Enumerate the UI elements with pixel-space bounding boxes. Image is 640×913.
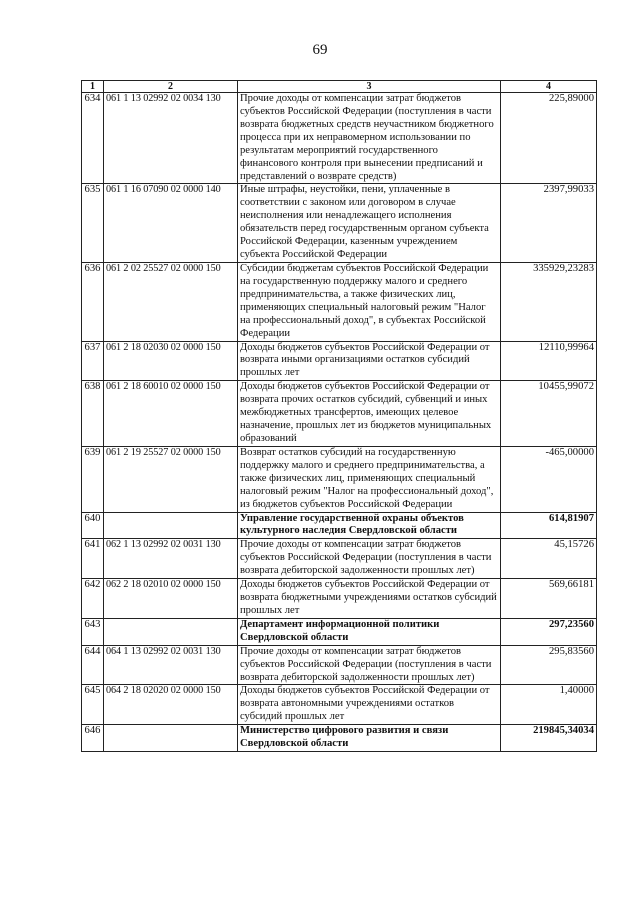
row-amount: 10455,99072: [501, 381, 597, 447]
row-amount: 1,40000: [501, 685, 597, 725]
table-row: [82, 539, 597, 579]
column-header-2: 2: [104, 81, 238, 93]
row-description: Доходы бюджетов субъектов Российской Федерации от возврата автономными учреждениями остатков субсидий прошлых лет: [238, 685, 501, 725]
row-number: 643: [82, 618, 104, 645]
table-row: [82, 381, 597, 447]
row-amount: 45,15726: [501, 539, 597, 579]
row-description: Департамент информационной политики Свердловской области: [238, 618, 501, 645]
row-number: 641: [82, 539, 104, 579]
row-number: 635: [82, 184, 104, 263]
row-amount: 225,89000: [501, 93, 597, 184]
row-number: 636: [82, 262, 104, 341]
row-number: 646: [82, 725, 104, 752]
row-description: Иные штрафы, неустойки, пени, уплаченные в соответствии с законом или договором в случае неисполнения или ненадлежащего исполнения обязательств перед государственным органом субъекта Российской Федерации, казенным учреждением субъекта Российской Федерации: [238, 184, 501, 263]
row-amount: 297,23560: [501, 618, 597, 645]
row-number: 639: [82, 446, 104, 512]
table-body: [82, 93, 597, 752]
row-amount: 12110,99964: [501, 341, 597, 381]
budget-code: 061 2 02 25527 02 0000 150: [104, 262, 238, 341]
row-amount: 335929,23283: [501, 262, 597, 341]
row-amount: 295,83560: [501, 645, 597, 685]
budget-code: [104, 512, 238, 539]
row-description: Доходы бюджетов субъектов Российской Федерации от возврата иными организациями остатков субсидий прошлых лет: [238, 341, 501, 381]
row-description: Управление государственной охраны объектов культурного наследия Свердловской области: [238, 512, 501, 539]
row-description: Прочие доходы от компенсации затрат бюджетов субъектов Российской Федерации (поступления в части возврата бюджетных средств неучастником бюджетного процесса при их неправомерном использовании по результатам мероприятий государственного финансового контроля при вынесении предписаний и представлений о возврате средств): [238, 93, 501, 184]
table-row: [82, 446, 597, 512]
table-row: [82, 685, 597, 725]
budget-code: 062 1 13 02992 02 0031 130: [104, 539, 238, 579]
table-row: [82, 645, 597, 685]
row-number: 637: [82, 341, 104, 381]
table-row: [82, 93, 597, 184]
row-amount: 614,81907: [501, 512, 597, 539]
header-row: [82, 81, 597, 93]
budget-code: [104, 725, 238, 752]
page-number: 69: [312, 42, 328, 58]
budget-code: 064 2 18 02020 02 0000 150: [104, 685, 238, 725]
row-description: Возврат остатков субсидий на государственную поддержку малого и среднего предпринимательства, а также физических лиц, применяющих специальный налоговый режим "Налог на профессиональный доход", из бюджетов субъектов Российской Федерации: [238, 446, 501, 512]
row-number: 645: [82, 685, 104, 725]
budget-code: 064 1 13 02992 02 0031 130: [104, 645, 238, 685]
table-row: [82, 262, 597, 341]
row-number: 638: [82, 381, 104, 447]
budget-revenue-table: [81, 80, 597, 752]
column-header-3: 3: [238, 81, 501, 93]
row-number: 644: [82, 645, 104, 685]
row-description: Доходы бюджетов субъектов Российской Федерации от возврата прочих остатков субсидий, субвенций и иных межбюджетных трансфертов, имеющих целевое назначение, прошлых лет из бюджетов муниципальных образований: [238, 381, 501, 447]
budget-code: 061 1 13 02992 02 0034 130: [104, 93, 238, 184]
row-description: Прочие доходы от компенсации затрат бюджетов субъектов Российской Федерации (поступления в части возврата дебиторской задолженности прошлых лет): [238, 645, 501, 685]
row-amount: -465,00000: [501, 446, 597, 512]
budget-code: 061 1 16 07090 02 0000 140: [104, 184, 238, 263]
table-row: [82, 579, 597, 619]
column-header-4: 4: [501, 81, 597, 93]
row-number: 634: [82, 93, 104, 184]
department-row: [82, 512, 597, 539]
column-header-1: 1: [82, 81, 104, 93]
row-description: Доходы бюджетов субъектов Российской Федерации от возврата бюджетными учреждениями остатков субсидий прошлых лет: [238, 579, 501, 619]
department-row: [82, 618, 597, 645]
department-row: [82, 725, 597, 752]
budget-code: 061 2 18 60010 02 0000 150: [104, 381, 238, 447]
row-description: Министерство цифрового развития и связи Свердловской области: [238, 725, 501, 752]
row-amount: 569,66181: [501, 579, 597, 619]
row-description: Субсидии бюджетам субъектов Российской Федерации на государственную поддержку малого и среднего предпринимательства, а также физических лиц, применяющих специальный налоговый режим "Налог на профессиональный доход", в субъектах Российской Федерации: [238, 262, 501, 341]
table-row: [82, 341, 597, 381]
table-row: [82, 184, 597, 263]
row-number: 640: [82, 512, 104, 539]
table-header: [82, 81, 597, 93]
row-amount: 219845,34034: [501, 725, 597, 752]
budget-code: 062 2 18 02010 02 0000 150: [104, 579, 238, 619]
row-amount: 2397,99033: [501, 184, 597, 263]
row-number: 642: [82, 579, 104, 619]
budget-code: 061 2 18 02030 02 0000 150: [104, 341, 238, 381]
budget-code: 061 2 19 25527 02 0000 150: [104, 446, 238, 512]
budget-code: [104, 618, 238, 645]
row-description: Прочие доходы от компенсации затрат бюджетов субъектов Российской Федерации (поступления в части возврата дебиторской задолженности прошлых лет): [238, 539, 501, 579]
